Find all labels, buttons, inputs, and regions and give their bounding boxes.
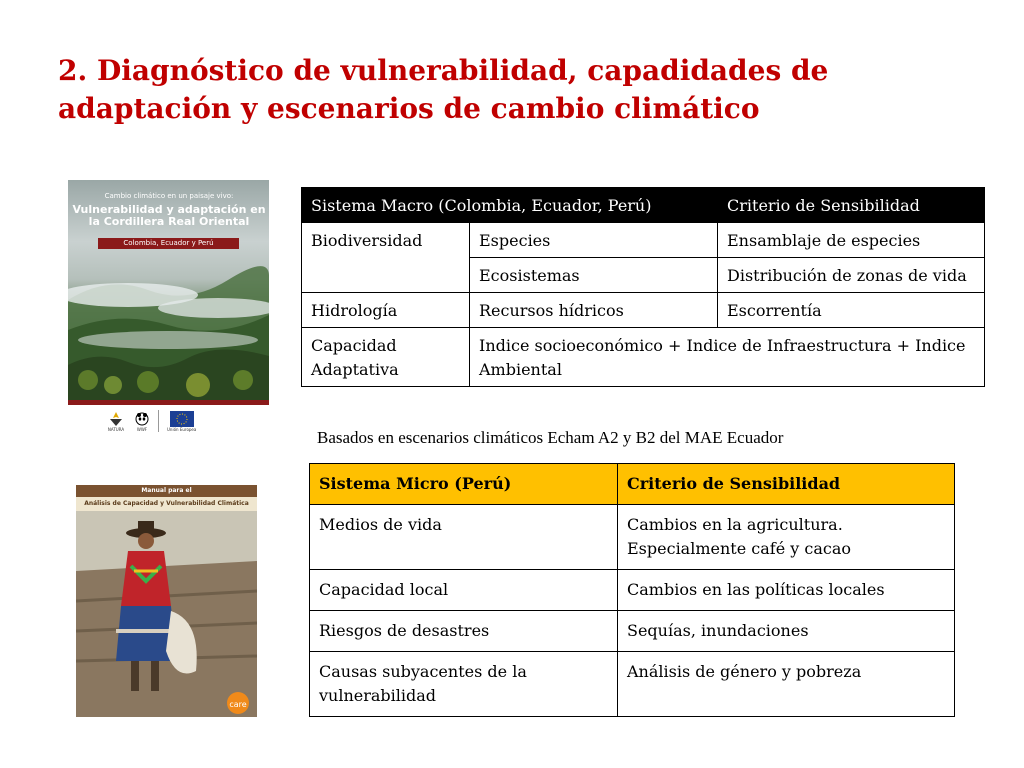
macro-system-cell: Biodiversidad: [302, 223, 470, 293]
micro-system-cell: Riesgos de desastres: [310, 611, 618, 652]
table-row: [310, 505, 955, 570]
naturaleza-logo-icon: NATURA: [106, 411, 126, 432]
panda-logo-icon: WWF: [134, 411, 150, 432]
micro-system-table: [309, 463, 955, 717]
svg-text:care: care: [229, 700, 247, 709]
eu-flag-icon: Unión Europea: [167, 411, 196, 432]
cover-photo-mountains: [68, 180, 269, 400]
cover-image-manual: [76, 485, 257, 717]
cover2-subtitle: Análisis de Capacidad y Vulnerabilidad Climática: [76, 497, 257, 511]
cover1-small-title: Cambio climático en un paisaje vivo:: [104, 192, 234, 200]
table-row: [302, 293, 985, 328]
table-row: [310, 652, 955, 717]
table-row: [302, 223, 985, 258]
macro-criterion-cell: Indice socioeconómico + Indice de Infraestructura + Indice Ambiental: [470, 328, 985, 387]
macro-header-criterion: Criterio de Sensibilidad: [718, 188, 985, 223]
macro-system-table: [301, 187, 985, 387]
macro-sub-cell: Recursos hídricos: [470, 293, 718, 328]
micro-criterion-cell: Cambios en las políticas locales: [618, 570, 955, 611]
logo-divider: [158, 410, 159, 432]
macro-criterion-cell: Ensamblaje de especies: [718, 223, 985, 258]
macro-sub-cell: Especies: [470, 223, 718, 258]
table-row: [302, 328, 985, 387]
micro-header-row: [310, 464, 955, 505]
cover2-photo-farmer: [76, 511, 257, 717]
micro-header-system: Sistema Micro (Perú): [310, 464, 618, 505]
macro-sub-cell: Ecosistemas: [470, 258, 718, 293]
macro-criterion-cell: Escorrentía: [718, 293, 985, 328]
cover1-logos: [106, 408, 196, 434]
micro-criterion-cell: Análisis de género y pobreza: [618, 652, 955, 717]
cover1-main-title: Vulnerabilidad y adaptación en la Cordillera Real Oriental: [72, 203, 266, 228]
cover1-strip: [68, 400, 269, 405]
micro-criterion-cell: Sequías, inundaciones: [618, 611, 955, 652]
table-row: [310, 611, 955, 652]
macro-header-system: Sistema Macro (Colombia, Ecuador, Perú): [302, 188, 718, 223]
macro-header-row: [302, 188, 985, 223]
micro-header-criterion: Criterio de Sensibilidad: [618, 464, 955, 505]
cover-image-cordillera: [68, 180, 269, 436]
micro-criterion-cell: Cambios en la agricultura. Especialmente café y cacao: [618, 505, 955, 570]
macro-system-cell: Hidrología: [302, 293, 470, 328]
micro-system-cell: Causas subyacentes de la vulnerabilidad: [310, 652, 618, 717]
slide-title: 2. Diagnóstico de vulnerabilidad, capadidades de adaptación y escenarios de cambio climático: [58, 54, 829, 125]
macro-criterion-cell: Distribución de zonas de vida: [718, 258, 985, 293]
micro-system-cell: Capacidad local: [310, 570, 618, 611]
micro-system-cell: Medios de vida: [310, 505, 618, 570]
table-row: [310, 570, 955, 611]
cover2-header: Manual para el: [76, 485, 257, 497]
scenario-note: Basados en escenarios climáticos Echam A2 y B2 del MAE Ecuador: [317, 428, 784, 447]
cover1-band: Colombia, Ecuador y Perú: [98, 238, 239, 249]
macro-system-cell: Capacidad Adaptativa: [302, 328, 470, 387]
